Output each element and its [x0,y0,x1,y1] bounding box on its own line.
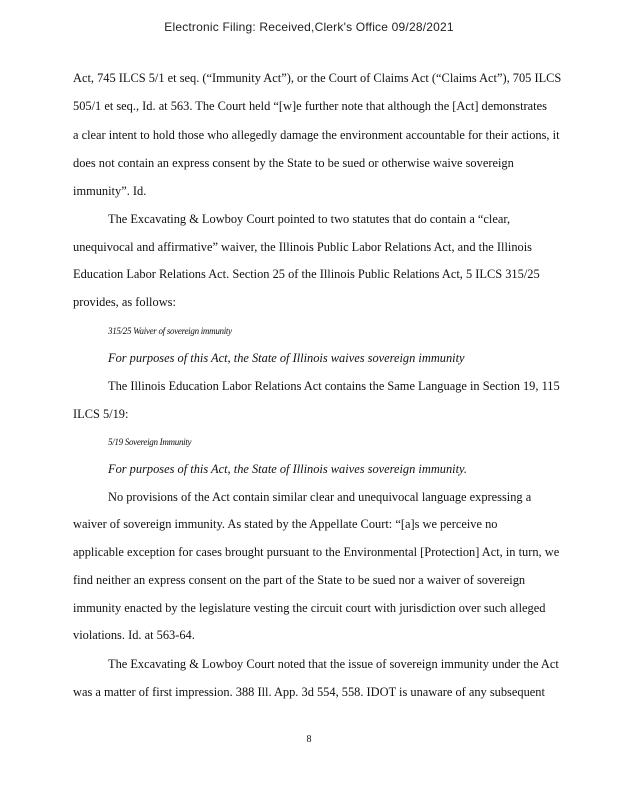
body-line: does not contain an express consent by the State to be sued or otherwise waive sovereign [73,156,514,170]
body-line: Education Labor Relations Act. Section 25 of the Illinois Public Relations Act, 5 ILCS 315/25 [73,267,540,281]
efiling-header: Electronic Filing: Received,Clerk's Office 09/28/2021 [164,20,454,34]
body-line: ILCS 5/19: [73,407,129,421]
statute-heading: 5/19 Sovereign Immunity [108,437,192,447]
body-line: violations. Id. at 563-64. [73,628,195,642]
body-line: applicable exception for cases brought pursuant to the Environmental [Protection] Act, in turn, we [73,545,560,559]
body-line: waiver of sovereign immunity. As stated by the Appellate Court: “[a]s we perceive no [73,517,498,531]
paragraph-first-line: No provisions of the Act contain similar clear and unequivocal language expressing a [108,490,532,504]
statute-quote: For purposes of this Act, the State of Illinois waives sovereign immunity [108,351,465,365]
body-line: immunity enacted by the legislature vesting the circuit court with jurisdiction over such alleged [73,601,546,615]
paragraph-first-line: The Illinois Education Labor Relations Act contains the Same Language in Section 19, 115 [108,379,560,393]
body-line: find neither an express consent on the part of the State to be sued nor a waiver of sovereign [73,573,526,587]
body-line: 505/1 et seq., Id. at 563. The Court held “[w]e further note that although the [Act] demonstrates [73,99,547,113]
body-line: Act, 745 ILCS 5/1 et seq. (“Immunity Act”), or the Court of Claims Act (“Claims Act”), 705 ILCS [73,71,562,85]
statute-quote: For purposes of this Act, the State of Illinois waives sovereign immunity. [108,462,467,476]
paragraph-first-line: The Excavating & Lowboy Court noted that the issue of sovereign immunity under the Act [108,657,559,671]
body-line: immunity”. Id. [73,184,147,198]
body-line: a clear intent to hold those who allegedly damage the environment accountable for their actions, it [73,128,560,142]
body-line: was a matter of first impression. 388 Ill. App. 3d 554, 558. IDOT is unaware of any subsequent [73,685,545,699]
body-line: provides, as follows: [73,295,176,309]
body-line: unequivocal and affirmative” waiver, the Illinois Public Labor Relations Act, and the Illinois [73,240,532,254]
statute-heading: 315/25 Waiver of sovereign immunity [108,326,232,336]
paragraph-first-line: The Excavating & Lowboy Court pointed to two statutes that do contain a “clear, [108,212,511,226]
page-number: 8 [306,734,312,745]
